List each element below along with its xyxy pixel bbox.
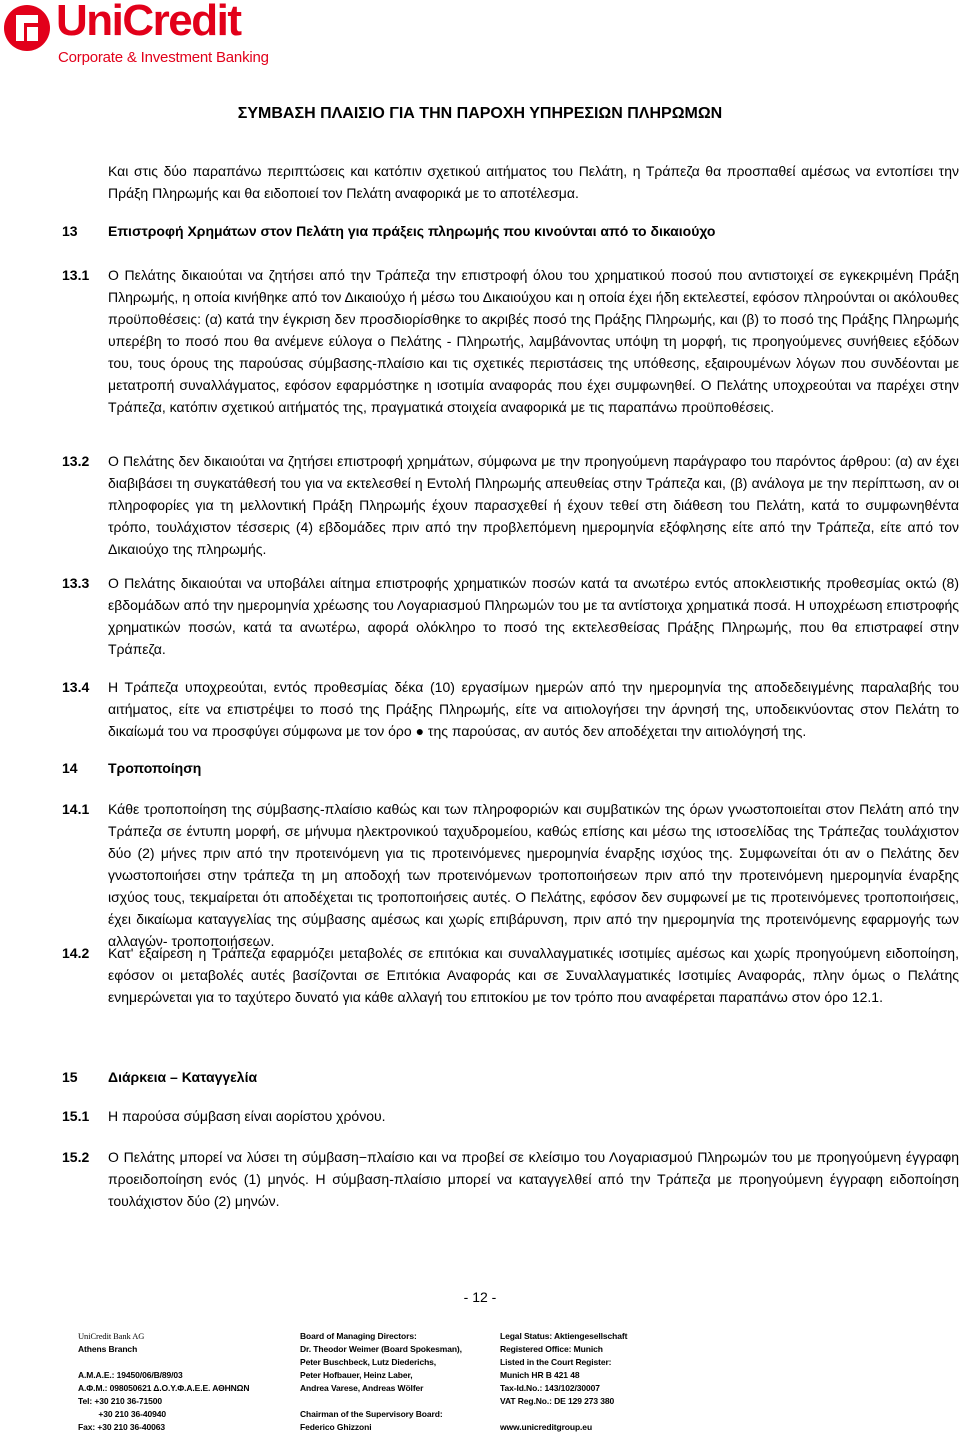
section-number: 14 [62, 760, 78, 776]
clause-text: Η Τράπεζα υποχρεούται, εντός προθεσμίας δέκα (10) εργασίμων ημερών από την ημερομηνία της αποδεδειγμένης παραλαβής του αιτήματος, είτε να επιστρέψει το ποσό της Πράξης Πληρωμής, είτε να αιτιολογήσει την άρνησή της, υποδεικνύοντας στον Πελάτη το δικαίωμά του να προσφύγει σύμφωνα με τον όρο ● της παρούσας, αν αυτός δεν αποδέχεται την αιτιολόγησή της. [108, 679, 959, 739]
footer-line: Listed in the Court Register: [500, 1357, 612, 1367]
clause-text: Ο Πελάτης δικαιούται να υποβάλει αίτημα επιστροφής χρηματικών ποσών κατά τα ανωτέρω εντός αποκλειστικής προθεσμίας οκτώ (8) εβδομάδων από την ημερομηνία χρέωσης του Λογαριασμού Πληρωμών του με τα αντίστοιχα χρηματικά ποσά. Η υποχρέωση επιστροφής χρηματικών ποσών, κατά τα ανωτέρω, αφορά ολόκληρο το ποσό της εκτελεσθείσας Πράξης Πληρωμής, που θα επιστραφεί στην Τράπεζα. [108, 575, 959, 657]
section-title: Επιστροφή Χρημάτων στον Πελάτη για πράξεις πληρωμής που κινούνται από το δικαιούχο [108, 223, 716, 239]
footer [0, 1330, 960, 1430]
footer-line: Athens Branch [78, 1344, 138, 1354]
footer-board-info [300, 1330, 462, 1434]
footer-line: Chairman of the Supervisory Board: [300, 1409, 443, 1419]
clause-text: Κάθε τροποποίηση της σύμβασης-πλαίσιο καθώς και των πληροφοριών και συμβατικών της όρων γνωστοποιείται στον Πελάτη από την Τράπεζα σε έντυπη μορφή, σε μήνυμα ηλεκτρονικού ταχυδρομείου, καθώς επίσης και μέσω της ιστοσελίδας της Τράπεζας τουλάχιστον δύο (2) μήνες πριν από την προτεινόμενη για τις προτεινόμενες ημερομηνία έναρξης ισχύος της. Συμφωνείται ότι αν ο Πελάτης δεν γνωστοποιήσει στην τράπεζα τη μη αποδοχή των προτεινόμενων τροποποιήσεων πριν από την προτεινόμενη ημερομηνία έναρξης ισχύος τους, τεκμαίρεται ότι αποδέχεται τις τροποποιήσεις αυτές. Ο Πελάτης, εφόσον δεν συμφωνεί με τις προτεινόμενες τροποποιήσεις, έχει δικαίωμα καταγγελίας της σύμβασης αμέσως και χωρίς επιβάρυνση, πριν από την ημερομηνία της προτεινόμενης εφαρμογής των αλλαγών- τροποποιήσεων. [108, 801, 959, 949]
footer-line: Α.Μ.Α.Ε.: 19450/06/Β/89/03 [78, 1370, 183, 1380]
clause-number: 15.1 [62, 1108, 90, 1124]
intro-paragraph: Και στις δύο παραπάνω περιπτώσεις και κατόπιν σχετικού αιτήματος του Πελάτη, η Τράπεζα θα προσπαθεί αμέσως να εντοπίσει την Πράξη Πληρωμής και θα ειδοποιεί τον Πελάτη αναφορικά με το αποτέλεσμα. [108, 163, 959, 201]
section-title: Διάρκεια – Καταγγελία [108, 1069, 258, 1085]
footer-line: Federico Ghizzoni [300, 1422, 372, 1432]
clause-text: Ο Πελάτης μπορεί να λύσει τη σύμβαση−πλαίσιο και να προβεί σε κλείσιμο του Λογαριασμού Πληρωμών του με προηγούμενη έγγραφη προειδοποίηση ενός (1) μηνός. Η σύμβαση-πλαίσιο μπορεί να καταγγελθεί από την Τράπεζα με προηγούμενη έγγραφη ειδοποίηση τουλάχιστον δύο (2) μηνών. [108, 1149, 959, 1209]
logo-subtitle: Corporate & Investment Banking [58, 49, 269, 66]
footer-line: Fax: +30 210 36-40063 [78, 1422, 165, 1432]
footer-line: Registered Office: Munich [500, 1344, 603, 1354]
footer-line: Peter Hofbauer, Heinz Laber, [300, 1370, 413, 1380]
clause-text: Ο Πελάτης δεν δικαιούται να ζητήσει επιστροφή χρημάτων, σύμφωνα με την προηγούμενη παράγραφο του παρόντος άρθρου: (α) αν έχει διαβιβάσει τη συγκατάθεσή του για να εκτελεσθεί η Εντολή Πληρωμής απευθείας στην Τράπεζα και, (β) ανάλογα με την περίπτωση, αν οι πληροφορίες για τη μελλοντική Πράξη Πληρωμής έχουν παρασχεθεί ή έχουν τεθεί στη διάθεση του Πελάτη, κατά το συμφωνηθέντα τρόπο, τουλάχιστον τέσσερις (4) εβδομάδες πριν από την προβλεπόμενη ημερομηνία εξόφλησης είτε από την Τράπεζα, είτε από τον Δικαιούχο της πληρωμής. [108, 453, 959, 557]
clause-number: 13.4 [62, 679, 90, 695]
footer-line: Board of Managing Directors: [300, 1331, 417, 1341]
page-number: - 12 - [463, 1289, 497, 1305]
footer-line: Peter Buschbeck, Lutz Diederichs, [300, 1357, 437, 1367]
clause-text: Κατ' εξαίρεση η Τράπεζα εφαρμόζει μεταβολές σε επιτόκια και συναλλαγματικές ισοτιμίες αμέσως και χωρίς προηγούμενη ειδοποίηση, εφόσον οι μεταβολές αυτές βασίζονται σε Επιτόκια Αναφοράς και σε Συναλλαγματικές Ισοτιμίες Αναφοράς, πλην όμως ο Πελάτης ενημερώνεται για το ταχύτερο δυνατό για κάθε αλλαγή του επιτοκίου με τον τρόπο που αναφέρεται παραπάνω στον όρο 12.1. [108, 945, 959, 1005]
clause-text: Η παρούσα σύμβαση είναι αορίστου χρόνου. [108, 1108, 386, 1124]
footer-line: Munich HR B 421 48 [500, 1370, 580, 1380]
footer-line: Tax-Id.No.: 143/102/30007 [500, 1383, 600, 1393]
footer-line [78, 1356, 249, 1369]
section-number: 15 [62, 1069, 78, 1085]
footer-line [500, 1408, 627, 1421]
section-title: Τροποποίηση [108, 760, 202, 776]
footer-line: Dr. Theodor Weimer (Board Spokesman), [300, 1344, 462, 1354]
unicredit-logo-icon [2, 3, 52, 53]
footer-legal-info [500, 1330, 627, 1434]
clause-number: 14.1 [62, 801, 90, 817]
footer-line: +30 210 36-40940 [78, 1409, 166, 1419]
clause-number: 13.2 [62, 453, 90, 469]
footer-bank-info [78, 1330, 249, 1434]
clause-text: Ο Πελάτης δικαιούται να ζητήσει από την Τράπεζα την επιστροφή όλου του χρηματικού ποσού που αντιστοιχεί σε εγκεκριμένη Πράξη Πληρωμής, η οποία κινήθηκε από τον Δικαιούχο ή μέσω του Δικαιούχου και η οποία έχει ήδη εκτελεστεί, εφόσον πληρούνται οι ακόλουθες προϋποθέσεις: (α) κατά την έγκριση δεν προσδιορίσθηκε το ακριβές ποσό της Πράξης Πληρωμής, και (β) το ποσό της Πράξης Πληρωμής υπερέβη το ποσό που θα ανέμενε εύλογα ο Πελάτης - Πληρωτής, λαμβάνοντας υπόψη τη μορφή, τις προηγούμενες συνήθειες εξόδων του, τους όρους της παρούσας σύμβασης-πλαίσιο και τις σχετικές περιστάσεις της υπόθεσης, εξαιρουμένων λόγων που συνδέονται με μετατροπή συναλλάγματος, εφόσον εφαρμόστηκε η ισοτιμία αναφοράς που έχει συμφωνηθεί. Ο Πελάτης υποχρεούται να παρέχει στην Τράπεζα, κατόπιν σχετικού αιτήματός της, πραγματικά στοιχεία αναφορικά με τις παραπάνω προϋποθέσεις. [108, 267, 959, 415]
footer-line [300, 1395, 462, 1408]
footer-website[interactable]: www.unicreditgroup.eu [500, 1422, 593, 1432]
footer-line: Andrea Varese, Andreas Wölfer [300, 1383, 424, 1393]
logo-brand: UniCredit [56, 0, 241, 45]
footer-line: VAT Reg.No.: DE 129 273 380 [500, 1396, 615, 1406]
footer-line: Legal Status: Aktiengesellschaft [500, 1331, 628, 1341]
footer-line: UniCredit Bank AG [78, 1331, 145, 1341]
footer-line: Α.Φ.Μ.: 098050621 Δ.Ο.Υ.Φ.Α.Ε.Ε. ΑΘΗΝΩΝ [78, 1383, 250, 1393]
clause-number: 13.1 [62, 267, 90, 283]
clause-number: 15.2 [62, 1149, 90, 1165]
unicredit-logo [2, 0, 269, 70]
footer-line: Tel: +30 210 36-71500 [78, 1396, 162, 1406]
section-number: 13 [62, 223, 78, 239]
clause-number: 13.3 [62, 575, 90, 591]
clause-number: 14.2 [62, 945, 90, 961]
document-title: ΣΥΜΒΑΣΗ ΠΛΑΙΣΙΟ ΓΙΑ ΤΗΝ ΠΑΡΟΧΗ ΥΠΗΡΕΣΙΩΝ ΠΛΗΡΩΜΩΝ [237, 105, 723, 122]
